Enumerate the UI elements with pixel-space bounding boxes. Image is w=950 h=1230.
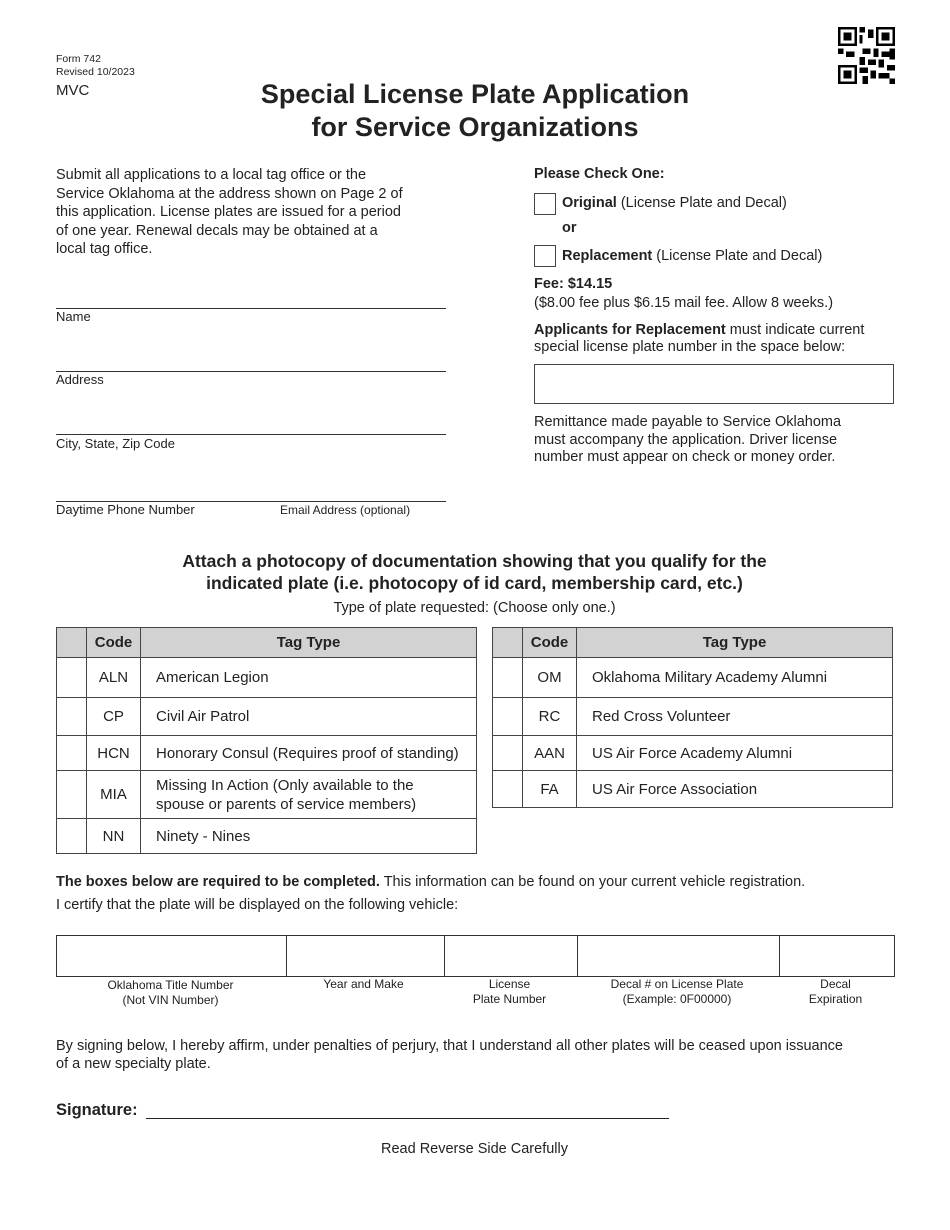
tag-checkbox-hcn[interactable] [57, 736, 87, 771]
tag-checkbox-mia[interactable] [57, 771, 87, 819]
label-line: (Example: 0F00000) [622, 992, 732, 1006]
remittance-line: number must appear on check or money order. [534, 449, 836, 465]
replacement-label [562, 247, 822, 266]
label-line: Oklahoma Title Number [107, 978, 234, 992]
certify-text: I certify that the plate will be displayed on the following vehicle: [56, 897, 459, 913]
code-column-header: Code [87, 628, 141, 658]
table-row [57, 698, 477, 736]
tag-type: Red Cross Volunteer [577, 698, 893, 736]
select-column-header [493, 628, 523, 658]
current-plate-number-input[interactable] [534, 364, 894, 404]
intro-line: Submit all applications to a local tag office or the [56, 167, 367, 183]
tag-code: CP [87, 698, 141, 736]
form-number: Form 742 [56, 53, 101, 65]
tag-type: Honorary Consul (Requires proof of standing) [141, 736, 477, 771]
title-line-1: Special License Plate Application [260, 79, 690, 109]
required-notice-bold: The boxes below are required to be completed. [56, 874, 380, 890]
tag-checkbox-rc[interactable] [493, 698, 523, 736]
license-plate-number-input[interactable] [445, 936, 578, 976]
tag-type [141, 771, 477, 819]
type-requested-label: Type of plate requested: (Choose only one.) [333, 600, 616, 616]
intro-line: of one year. Renewal decals may be obtained at a [56, 222, 378, 239]
remittance-text [534, 414, 841, 467]
affirm-line: By signing below, I hereby affirm, under penalties of perjury, that I understand all other plates will be ceased upon issuance [56, 1038, 843, 1054]
type-column-header: Tag Type [141, 628, 477, 658]
label-line: Plate Number [472, 992, 547, 1006]
attach-line-2: indicated plate (i.e. photocopy of id card, membership card, etc.) [206, 573, 743, 593]
original-label [562, 194, 787, 213]
decal-expiration-label [778, 977, 893, 1007]
intro-line: this application. License plates are issued for a period [56, 204, 401, 220]
attach-line-1: Attach a photocopy of documentation showing that you qualify for the [182, 551, 767, 571]
tag-type: Oklahoma Military Academy Alumni [577, 658, 893, 698]
tag-type: Ninety - Nines [141, 819, 477, 854]
label-line: Year and Make [323, 977, 404, 991]
tag-code: ALN [87, 658, 141, 698]
address-label: Address [56, 372, 104, 387]
division-code: MVC [56, 82, 90, 99]
replacement-label-bold: Replacement [562, 248, 653, 264]
label-line: Expiration [808, 992, 863, 1006]
tag-code: AAN [523, 736, 577, 771]
name-label: Name [56, 309, 91, 324]
required-notice [56, 874, 805, 890]
title-number-label [56, 978, 285, 1008]
title-number-input[interactable] [57, 936, 287, 976]
label-line: (Not VIN Number) [122, 993, 219, 1007]
replacement-label-rest: (License Plate and Decal) [652, 248, 823, 264]
table-row [57, 736, 477, 771]
intro-text [56, 166, 456, 259]
original-label-bold: Original [562, 195, 617, 211]
intro-line: Service Oklahoma at the address shown on Page 2 of [56, 185, 403, 202]
table-row [493, 736, 893, 771]
table-row [57, 771, 477, 819]
phone-label: Daytime Phone Number [56, 502, 195, 517]
table-row [493, 771, 893, 808]
label-line: Decal [820, 977, 851, 991]
replacement-note-line2: special license plate number in the space below: [534, 339, 846, 355]
remittance-line: Remittance made payable to Service Oklahoma [534, 414, 842, 430]
label-line: License [488, 977, 531, 991]
attach-heading [56, 550, 893, 594]
check-one-heading: Please Check One: [534, 166, 665, 182]
email-label: Email Address (optional) [280, 503, 411, 517]
original-label-rest: (License Plate and Decal) [616, 195, 787, 211]
signature-label: Signature: [56, 1101, 138, 1119]
label-line: Decal # on License Plate [610, 977, 744, 991]
qr-code-icon [838, 27, 895, 84]
tag-checkbox-om[interactable] [493, 658, 523, 698]
affirmation-text [56, 1037, 926, 1073]
code-column-header: Code [523, 628, 577, 658]
title-line-2: for Service Organizations [311, 112, 639, 142]
tag-type: American Legion [141, 658, 477, 698]
replacement-note-rest: must indicate current [725, 322, 865, 338]
tag-checkbox-fa[interactable] [493, 771, 523, 808]
tag-code: OM [523, 658, 577, 698]
remittance-line: must accompany the application. Driver license [534, 431, 838, 448]
intro-line: local tag office. [56, 241, 153, 257]
tag-type: US Air Force Association [577, 771, 893, 808]
tag-code: RC [523, 698, 577, 736]
tag-checkbox-cp[interactable] [57, 698, 87, 736]
tag-code: HCN [87, 736, 141, 771]
tag-checkbox-nn[interactable] [57, 819, 87, 854]
decal-expiration-input[interactable] [780, 936, 894, 976]
replacement-checkbox[interactable] [534, 245, 556, 267]
address-field[interactable] [56, 371, 446, 372]
affirm-line: of a new specialty plate. [56, 1056, 211, 1072]
name-field[interactable] [56, 308, 446, 309]
table-row [493, 658, 893, 698]
city-state-zip-label: City, State, Zip Code [56, 436, 175, 451]
tag-table-left [56, 627, 477, 854]
tag-code: FA [523, 771, 577, 808]
replacement-note-bold: Applicants for Replacement [534, 322, 726, 338]
replacement-note-line1 [534, 322, 904, 339]
city-state-zip-field[interactable] [56, 434, 446, 435]
signature-field[interactable] [146, 1118, 669, 1119]
table-row [493, 698, 893, 736]
footer-note: Read Reverse Side Carefully [381, 1141, 568, 1157]
tag-type: Civil Air Patrol [141, 698, 477, 736]
type-column-header: Tag Type [577, 628, 893, 658]
fee-detail: ($8.00 fee plus $6.15 mail fee. Allow 8 weeks.) [534, 295, 834, 311]
tag-code: NN [87, 819, 141, 854]
tag-type-line: spouse or parents of service members) [156, 795, 417, 813]
required-notice-rest: This information can be found on your current vehicle registration. [379, 874, 806, 890]
tag-checkbox-aan[interactable] [493, 736, 523, 771]
vehicle-info-boxes [56, 935, 895, 977]
replacement-note [534, 322, 904, 356]
decal-number-label [576, 977, 778, 1007]
tag-code: MIA [87, 771, 141, 819]
original-checkbox[interactable] [534, 193, 556, 215]
tag-type: US Air Force Academy Alumni [577, 736, 893, 771]
license-plate-label [443, 977, 576, 1007]
select-column-header [57, 628, 87, 658]
page-title [180, 78, 770, 144]
year-make-input[interactable] [287, 936, 445, 976]
table-row [57, 819, 477, 854]
revised-date: Revised 10/2023 [56, 66, 135, 78]
tag-type-line: Missing In Action (Only available to the [156, 776, 414, 794]
fee-label: Fee: $14.15 [534, 276, 613, 292]
decal-number-input[interactable] [578, 936, 780, 976]
or-label: or [562, 220, 577, 236]
table-row [57, 658, 477, 698]
year-make-label [285, 977, 442, 992]
tag-table-right [492, 627, 893, 808]
tag-checkbox-aln[interactable] [57, 658, 87, 698]
